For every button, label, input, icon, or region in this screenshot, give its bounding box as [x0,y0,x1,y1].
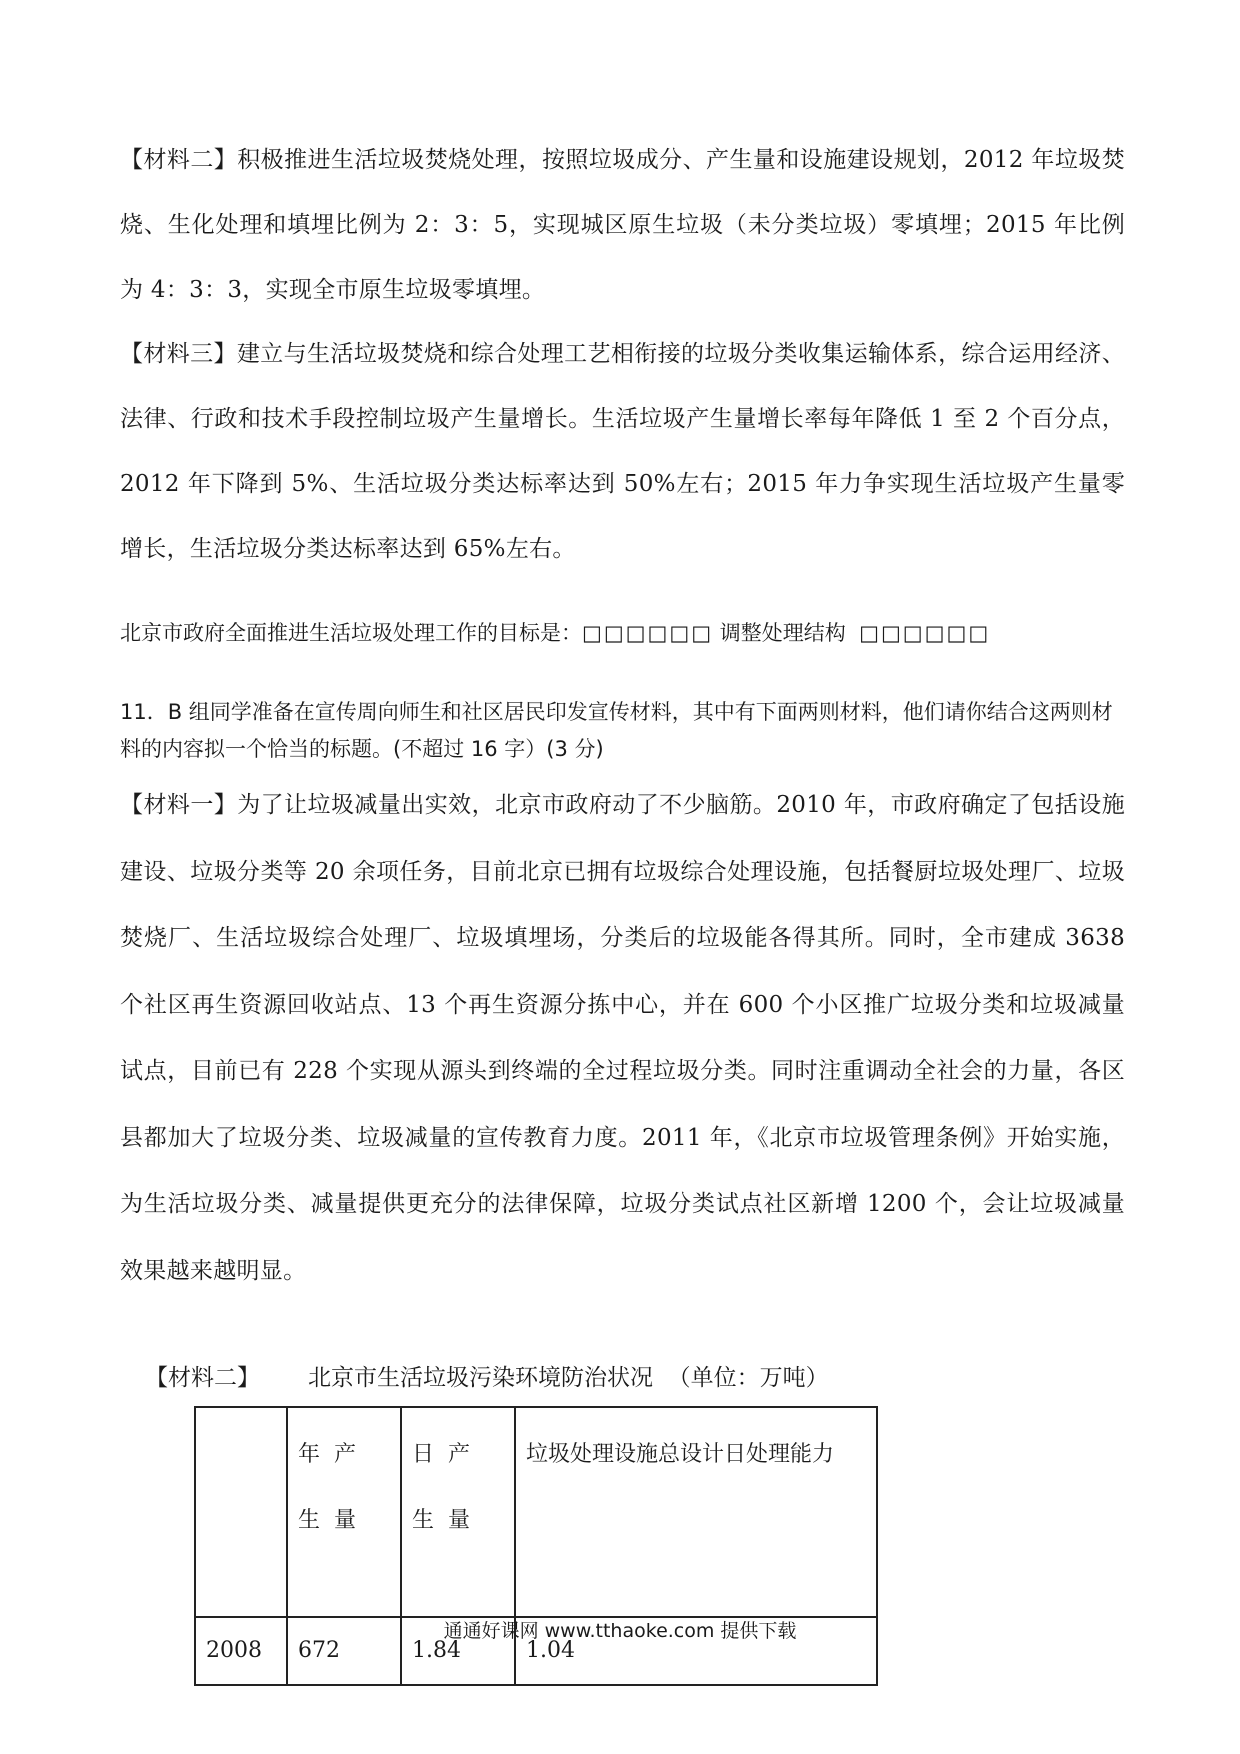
material-two-paragraph: 【材料二】积极推进生活垃圾焚烧处理，按照垃圾成分、产生量和设施建设规划，2012 年垃圾焚烧、生化处理和填埋比例为 2：3：5，实现城区原生垃圾（未分类垃圾）零填埋；2015 年比例为 4：3：3，实现全市原生垃圾零填埋。 [120,147,1125,303]
cell-annual: 672 [287,1617,401,1685]
goal-blank-two: □□□□□□ [859,621,991,645]
cell-year: 2008 [195,1617,287,1685]
table-title: 北京市生活垃圾污染环境防治状况 [308,1365,653,1391]
goal-statement [120,618,990,648]
page-footer: 通通好课网 www.tthaoke.com 提供下载 [443,1620,797,1642]
goal-blank-one: □□□□□□ [582,621,714,645]
header-daily: 日产生量 [401,1407,515,1617]
cell-capacity: 1.04 [515,1617,877,1685]
material-one-paragraph: 【材料一】为了让垃圾减量出实效，北京市政府动了不少脑筋。2010 年，市政府确定了包括设施建设、垃圾分类等 20 余项任务，目前北京已拥有垃圾综合处理设施，包括餐厨垃圾处理厂、垃圾焚烧厂、生活垃圾综合处理厂、垃圾填埋场，分类后的垃圾能各得其所。同时，全市建成 3638 个社区再生资源回收站点、13 个再生资源分拣中心，并在 600 个小区推广垃圾分类和垃圾减量试点，目前已有 228 个实现从源头到终端的全过程垃圾分类。同时注重调动全社会的力量，各区县都加大了垃圾分类、垃圾减量的宣传教育力度。2011 年，《北京市垃圾管理条例》开始实施，为生活垃圾分类、减量提供更充分的法律保障，垃圾分类试点社区新增 1200 个，会让垃圾减量效果越来越明显。 [120,792,1125,1284]
table-caption [145,1358,829,1398]
goal-middle: 调整处理结构 [719,621,846,645]
goal-prefix: 北京市政府全面推进生活垃圾处理工作的目标是： [120,621,582,645]
question-eleven: 11．B 组同学准备在宣传周向师生和社区居民印发宣传材料，其中有下面两则材料，他们请你结合这两则材料的内容拟一个恰当的标题。(不超过 16 字）(3 分) [120,700,1113,761]
table-header-row [195,1407,877,1617]
header-year [195,1407,287,1617]
material-three-paragraph: 【材料三】建立与生活垃圾焚烧和综合处理工艺相衔接的垃圾分类收集运输体系，综合运用经济、法律、行政和技术手段控制垃圾产生量增长。生活垃圾产生量增长率每年降低 1 至 2 个百分点，2012 年下降到 5%、生活垃圾分类达标率达到 50%左右；2015 年力争实现生活垃圾产生量零增长，生活垃圾分类达标率达到 65%左右。 [120,341,1125,562]
header-annual: 年产生量 [287,1407,401,1617]
table-unit: （单位：万吨） [667,1365,829,1391]
table-material-label: 【材料二】 [145,1365,260,1391]
header-capacity: 垃圾处理设施总设计日处理能力 [515,1407,877,1617]
cell-daily: 1.84 [401,1617,515,1685]
